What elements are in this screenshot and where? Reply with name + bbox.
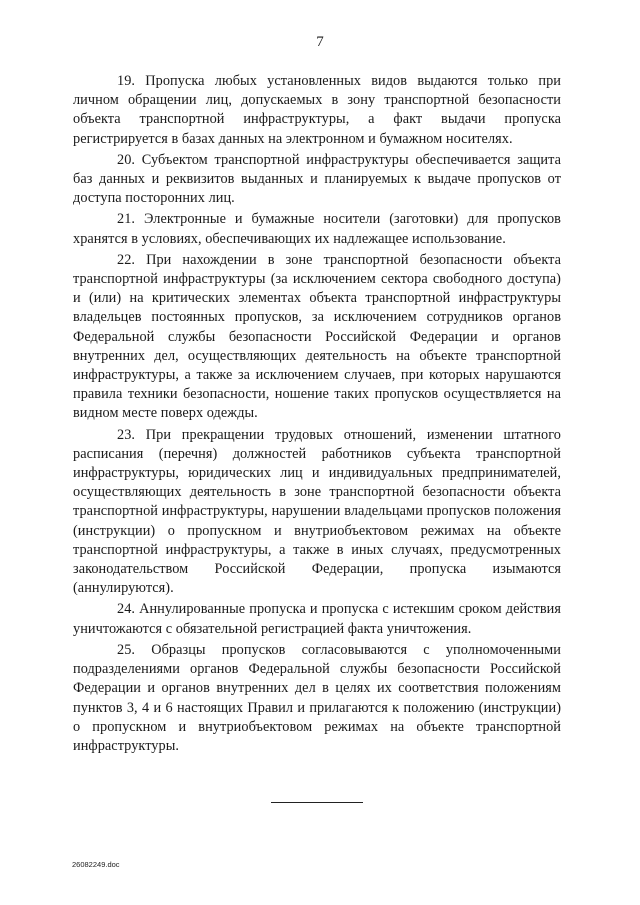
paragraph-20: 20. Субъектом транспортной инфраструктуры обеспечивается защита баз данных и реквизитов выданных и планируемых к выдаче пропусков от доступа посторонних лиц. (73, 151, 561, 207)
paragraph-24: 24. Аннулированные пропуска и пропуска с истекшим сроком действия уничтожаются с обязательной регистрацией факта уничтожения. (73, 601, 561, 637)
document-body (73, 72, 561, 758)
paragraph-25: 25. Образцы пропусков согласовываются с уполномоченными подразделениями органов Федеральной службы безопасности Российской Федерации и органов внутренних дел в целях их соответствия положениям пунктов 3, 4 и 6 настоящих Правил и прилагаются к положению (инструкции) о пропускном и внутриобъектовом режимах на объекте транспортной инфраструктуры. (73, 641, 561, 754)
page-number: 7 (316, 34, 324, 50)
paragraph-21: 21. Электронные и бумажные носители (заготовки) для пропусков хранятся в условиях, обеспечивающих их надлежащее использование. (73, 211, 561, 247)
end-separator-line (271, 802, 363, 803)
paragraph-19: 19. Пропуска любых установленных видов выдаются только при личном обращении лиц, допускаемых в зону транспортной безопасности объекта транспортной инфраструктуры, а факт выдачи пропуска регистрируется в базах данных на электронном и бумажном носителях. (73, 73, 561, 147)
paragraph-22: 22. При нахождении в зоне транспортной безопасности объекта транспортной инфраструктуры (за исключением сектора свободного доступа) и (или) на критических элементах объекта транспортной инфраструктуры владельцев постоянных пропусков, за исключением сотрудников органов Федеральной службы безопасности Российской Федерации и органов внутренних дел, осуществляющих деятельность на объекте транспортной инфраструктуры, а также за исключением случаев, при которых нарушаются правила техники безопасности, ношение таких пропусков осуществляется на видном месте поверх одежды. (73, 251, 561, 422)
footer-document-id: 26082249.doc (72, 860, 120, 869)
paragraph-23: 23. При прекращении трудовых отношений, изменении штатного расписания (перечня) должностей работников субъекта транспортной инфраструктуры, юридических лиц и индивидуальных предпринимателей, осуществляющих деятельность в зоне транспортной безопасности объекта транспортной инфраструктуры, нарушении владельцами пропусков положения (инструкции) о пропускном и внутриобъектовом режимах на объекте транспортной инфраструктуры, а также в иных случаях, предусмотренных законодательством Российской Федерации, пропуска изымаются (аннулируются). (73, 426, 561, 597)
